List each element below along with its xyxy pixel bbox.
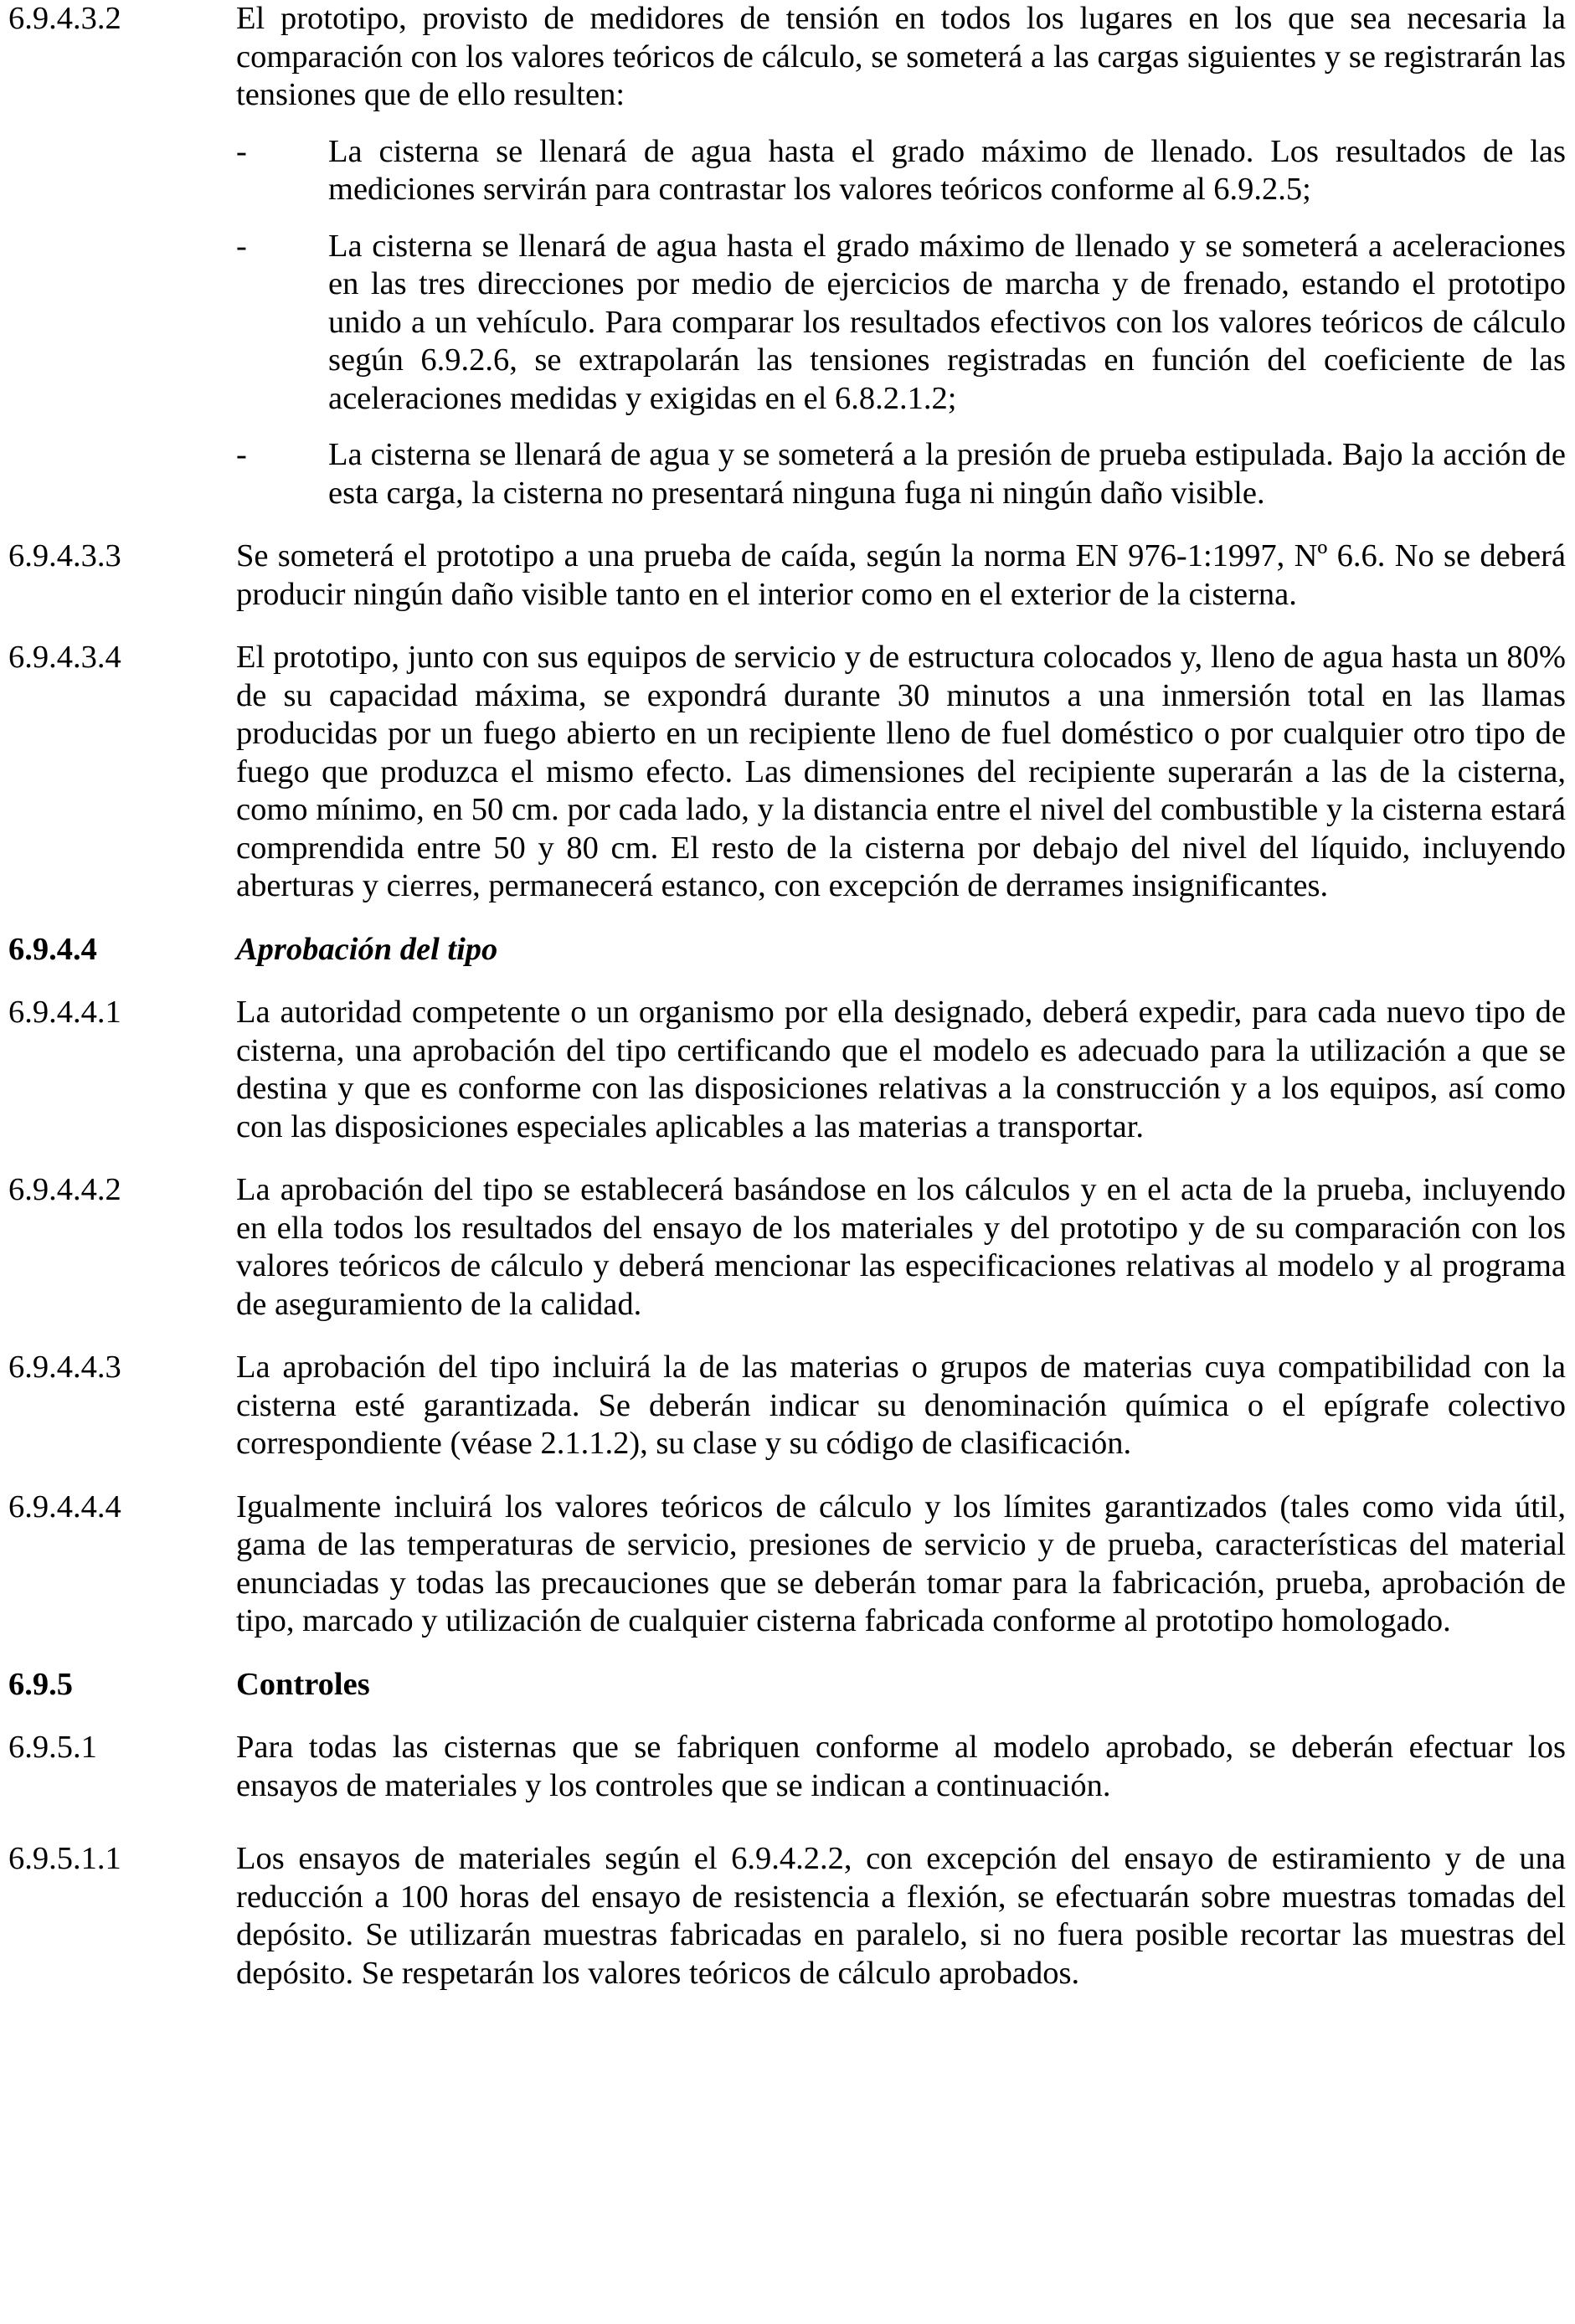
paragraph-number: 6.9.4.3.3 <box>8 538 121 573</box>
heading-title: Aprobación del tipo <box>236 931 498 967</box>
paragraph-6-9-5-1 <box>8 1729 1566 1805</box>
paragraph-6-9-4-4-3 <box>8 1349 1566 1463</box>
paragraph-6-9-4-3-3 <box>8 537 1566 614</box>
paragraph-text: La aprobación del tipo incluirá la de las materias o grupos de materias cuya compatibilidad con la cisterna esté garantizada. Se deberán indicar su denominación química o el epígrafe colectivo correspondiente (véase 2.1.1.2), su clase y su código de clasificación. <box>236 1350 1566 1461</box>
paragraph-6-9-4-3-2 <box>8 0 1566 115</box>
list-item-text: La cisterna se llenará de agua hasta el grado máximo de llenado. Los resultados de las mediciones servirán para contrastar los valores teóricos conforme al 6.9.2.5; <box>328 133 1566 207</box>
list-item-text: La cisterna se llenará de agua y se someterá a la presión de prueba estipulada. Bajo la acción de esta carga, la cisterna no presentará ninguna fuga ni ningún daño visible. <box>328 437 1566 511</box>
paragraph-number: 6.9.4.4.3 <box>8 1350 121 1385</box>
paragraph-6-9-4-4-2 <box>8 1171 1566 1324</box>
document-page <box>8 0 1566 1992</box>
list-item <box>236 436 1566 512</box>
paragraph-number: 6.9.4.3.4 <box>8 640 121 675</box>
heading-title: Controles <box>236 1666 370 1702</box>
dash-marker: - <box>236 133 247 169</box>
paragraph-6-9-5-1-1 <box>8 1840 1566 1992</box>
paragraph-6-9-4-3-4 <box>8 639 1566 906</box>
paragraph-text: La aprobación del tipo se establecerá basándose en los cálculos y en el acta de la prueba, incluyendo en ella todos los resultados del ensayo de los materiales y del prototipo y de su comparación con los valores teóricos de cálculo y deberá mencionar las especificaciones relativas al modelo y al programa de aseguramiento de la calidad. <box>236 1172 1566 1322</box>
heading-number: 6.9.5 <box>8 1666 73 1702</box>
list-item-text: La cisterna se llenará de agua hasta el grado máximo de llenado y se someterá a aceleraciones en las tres direcciones por medio de ejercicios de marcha y de frenado, estando el prototipo unido a un vehículo. Para comparar los resultados efectivos con los valores teóricos de cálculo según 6.9.2.6, se extrapolarán las tensiones registradas en función del coeficiente de las aceleraciones medidas y exigidas en el 6.8.2.1.2; <box>328 228 1566 416</box>
dash-marker: - <box>236 228 247 264</box>
list-item <box>236 133 1566 209</box>
paragraph-text: Para todas las cisternas que se fabriquen conforme al modelo aprobado, se deberán efectuar los ensayos de materiales y los controles que se indican a continuación. <box>236 1730 1566 1803</box>
paragraph-6-9-4-4-1 <box>8 994 1566 1146</box>
paragraph-number: 6.9.4.4.2 <box>8 1172 121 1207</box>
paragraph-number: 6.9.4.4.4 <box>8 1488 121 1524</box>
section-heading-6-9-5 <box>8 1666 1566 1704</box>
paragraph-text: Se someterá el prototipo a una prueba de caída, según la norma EN 976-1:1997, Nº 6.6. No se deberá producir ningún daño visible tanto en el interior como en el exterior de la cisterna. <box>236 538 1566 612</box>
list-item <box>236 228 1566 419</box>
paragraph-number: 6.9.5.1.1 <box>8 1841 121 1876</box>
heading-number: 6.9.4.4 <box>8 931 97 967</box>
paragraph-text: El prototipo, junto con sus equipos de servicio y de estructura colocados y, lleno de agua hasta un 80% de su capacidad máxima, se expondrá durante 30 minutos a una inmersión total en las llamas producidas por un fuego abierto en un recipiente lleno de fuel doméstico o por cualquier otro tipo de fuego que produzca el mismo efecto. Las dimensiones del recipiente superarán a las de la cisterna, como mínimo, en 50 cm. por cada lado, y la distancia entre el nivel del combustible y la cisterna estará comprendida entre 50 y 80 cm. El resto de la cisterna por debajo del nivel del líquido, incluyendo aberturas y cierres, permanecerá estanco, con excepción de derrames insignificantes. <box>236 640 1566 903</box>
paragraph-number: 6.9.5.1 <box>8 1730 97 1765</box>
paragraph-number: 6.9.4.3.2 <box>8 1 121 36</box>
paragraph-text: El prototipo, provisto de medidores de tensión en todos los lugares en los que sea necesaria la comparación con los valores teóricos de cálculo, se someterá a las cargas siguientes y se registrarán las tensiones que de ello resulten: <box>236 1 1566 112</box>
paragraph-6-9-4-4-4 <box>8 1488 1566 1641</box>
dash-marker: - <box>236 437 247 472</box>
paragraph-text: Igualmente incluirá los valores teóricos de cálculo y los límites garantizados (tales como vida útil, gama de las temperaturas de servicio, presiones de servicio y de prueba, características del material enunciadas y todas las precauciones que se deberán tomar para la fabricación, prueba, aprobación de tipo, marcado y utilización de cualquier cisterna fabricada conforme al prototipo homologado. <box>236 1488 1566 1638</box>
paragraph-number: 6.9.4.4.1 <box>8 995 121 1030</box>
bullet-list <box>8 133 1566 513</box>
paragraph-text: La autoridad competente o un organismo por ella designado, deberá expedir, para cada nuevo tipo de cisterna, una aprobación del tipo certificando que el modelo es adecuado para la utilización a que se destina y que es conforme con las disposiciones relativas a la construcción y a los equipos, así como con las disposiciones especiales aplicables a las materias a transportar. <box>236 995 1566 1144</box>
paragraph-text: Los ensayos de materiales según el 6.9.4.2.2, con excepción del ensayo de estiramiento y de una reducción a 100 horas del ensayo de resistencia a flexión, se efectuarán sobre muestras tomadas del depósito. Se utilizarán muestras fabricadas en paralelo, si no fuera posible recortar las muestras del depósito. Se respetarán los valores teóricos de cálculo aprobados. <box>236 1841 1566 1991</box>
section-heading-6-9-4-4 <box>8 931 1566 969</box>
